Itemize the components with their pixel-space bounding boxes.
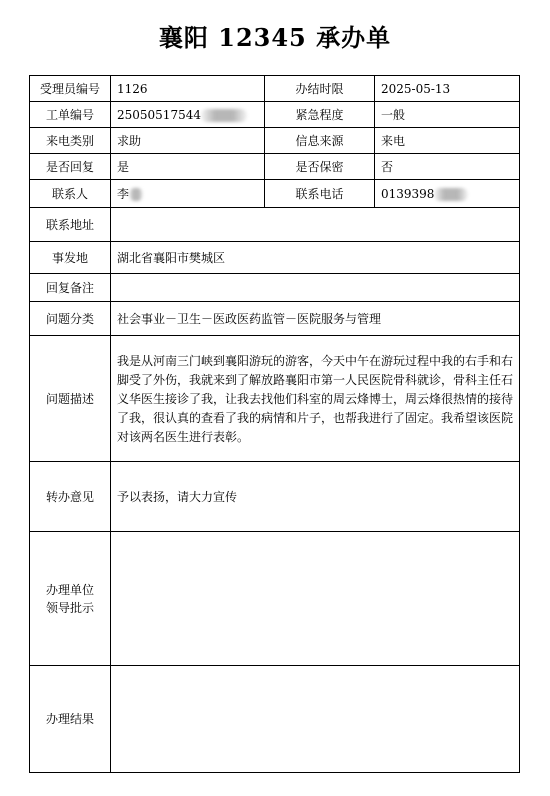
redaction-blur <box>434 188 468 201</box>
urgency-label: 紧急程度 <box>265 102 375 128</box>
row-contact <box>30 180 520 208</box>
row-call-type <box>30 128 520 154</box>
contact-label: 联系人 <box>30 180 111 208</box>
confidential-value: 否 <box>375 154 520 180</box>
row-description <box>30 336 520 462</box>
source-value: 来电 <box>375 128 520 154</box>
row-result <box>30 666 520 773</box>
phone-label: 联系电话 <box>265 180 375 208</box>
operator-no-label: 受理员编号 <box>30 76 111 102</box>
row-reply-note <box>30 274 520 302</box>
description-text: 我是从河南三门峡到襄阳游玩的游客，今天中午在游玩过程中我的右手和右脚受了外伤，我就来到了解放路襄阳市第一人民医院骨科就诊，骨科主任石义华医生接诊了我，让我去找他们科室的周云烽博士，周云烽很热情的接待了我，很认真的查看了我的病情和片子，也帮我进行了固定。我希望该医院对该两名医生进行表彰。 <box>117 354 514 444</box>
row-operator <box>30 76 520 102</box>
confidential-label: 是否保密 <box>265 154 375 180</box>
leader-value <box>111 532 520 666</box>
call-type-label: 来电类别 <box>30 128 111 154</box>
description-label: 问题描述 <box>30 336 111 462</box>
deadline-value: 2025-05-13 <box>375 76 520 102</box>
call-type-value: 求助 <box>111 128 265 154</box>
reply-note-value <box>111 274 520 302</box>
contact-cell <box>111 180 265 208</box>
result-value <box>111 666 520 773</box>
operator-no-value: 1126 <box>111 76 265 102</box>
location-value: 湖北省襄阳市樊城区 <box>111 242 520 274</box>
location-label: 事发地 <box>30 242 111 274</box>
row-location <box>30 242 520 274</box>
redaction-blur <box>201 109 247 122</box>
description-cell <box>111 336 520 462</box>
phone-value: 0139398 <box>381 186 435 201</box>
urgency-value: 一般 <box>375 102 520 128</box>
row-leader <box>30 532 520 666</box>
result-label: 办理结果 <box>30 666 111 773</box>
leader-label <box>30 532 111 666</box>
address-value <box>111 208 520 242</box>
category-label: 问题分类 <box>30 302 111 336</box>
row-opinion <box>30 462 520 532</box>
leader-label-line1: 办理单位 <box>45 582 94 597</box>
row-ticket <box>30 102 520 128</box>
reply-value: 是 <box>111 154 265 180</box>
opinion-value: 予以表扬，请大力宣传 <box>111 462 520 532</box>
row-category <box>30 302 520 336</box>
deadline-label: 办结时限 <box>265 76 375 102</box>
row-address <box>30 208 520 242</box>
category-value: 社会事业－卫生－医政医药监管－医院服务与管理 <box>111 302 520 336</box>
source-label: 信息来源 <box>265 128 375 154</box>
reply-label: 是否回复 <box>30 154 111 180</box>
redaction-blur <box>129 188 143 201</box>
ticket-no-cell <box>111 102 265 128</box>
phone-cell <box>375 180 520 208</box>
handling-form <box>29 75 520 773</box>
ticket-no-label: 工单编号 <box>30 102 111 128</box>
reply-note-label: 回复备注 <box>30 274 111 302</box>
address-label: 联系地址 <box>30 208 111 242</box>
row-reply <box>30 154 520 180</box>
page-title: 襄阳 12345 承办单 <box>158 23 392 52</box>
opinion-label: 转办意见 <box>30 462 111 532</box>
ticket-no-value: 25050517544 <box>117 107 201 122</box>
contact-value: 李 <box>117 186 130 201</box>
leader-label-line2: 领导批示 <box>45 600 94 615</box>
